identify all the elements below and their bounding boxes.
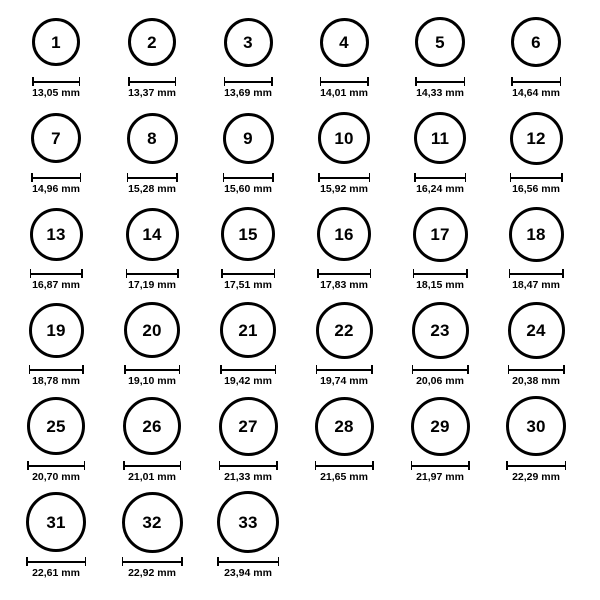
ring-circle-icon: [122, 492, 183, 553]
measure-bar-icon: [124, 365, 180, 374]
ring-diameter-label: 14,01 mm: [320, 87, 368, 99]
ring-diameter-label: 17,83 mm: [320, 279, 368, 291]
measure-bar-icon: [509, 269, 564, 278]
measure-bar-icon: [511, 77, 561, 86]
ring-circle-wrapper: [318, 106, 370, 170]
ring-circle-icon: [31, 113, 81, 163]
measure-bar-icon: [412, 365, 469, 374]
ring-size-cell[interactable]: [104, 10, 200, 99]
measure-bar-icon: [316, 365, 373, 374]
ring-size-cell[interactable]: [488, 298, 584, 387]
ring-size-number: 13: [46, 224, 66, 244]
ring-circle-wrapper: [126, 202, 179, 266]
ring-row: [8, 202, 592, 298]
measure-bar-icon: [128, 77, 176, 86]
ring-diameter-label: 22,29 mm: [512, 471, 560, 483]
ring-size-number: 18: [526, 224, 546, 244]
ring-circle-icon: [217, 491, 279, 553]
ring-diameter-label: 18,15 mm: [416, 279, 464, 291]
ring-diameter-label: 19,74 mm: [320, 375, 368, 387]
ring-size-cell[interactable]: [8, 490, 104, 579]
ring-circle-wrapper: [217, 490, 279, 554]
ring-diameter-label: 21,97 mm: [416, 471, 464, 483]
measure-bar-icon: [127, 173, 178, 182]
ring-size-number: 29: [430, 416, 450, 436]
ring-size-cell[interactable]: [392, 106, 488, 195]
measure-bar-icon: [224, 77, 273, 86]
ring-size-cell[interactable]: [104, 202, 200, 291]
ring-circle-icon: [411, 397, 470, 456]
ring-circle-icon: [221, 207, 275, 261]
ring-diameter-label: 19,42 mm: [224, 375, 272, 387]
ring-diameter-label: 21,01 mm: [128, 471, 176, 483]
ring-diameter-label: 16,56 mm: [512, 183, 560, 195]
ring-circle-wrapper: [29, 298, 84, 362]
ring-diameter-label: 16,24 mm: [416, 183, 464, 195]
ring-circle-icon: [315, 397, 374, 456]
measure-bar-icon: [126, 269, 179, 278]
ring-diameter-label: 18,78 mm: [32, 375, 80, 387]
ring-size-cell[interactable]: [200, 10, 296, 99]
ring-row: [8, 490, 592, 586]
ring-circle-wrapper: [411, 394, 470, 458]
ring-size-number: 30: [526, 416, 546, 436]
ring-diameter-label: 14,33 mm: [416, 87, 464, 99]
ring-size-cell[interactable]: [392, 202, 488, 291]
ring-circle-icon: [511, 17, 561, 67]
ring-size-cell[interactable]: [8, 298, 104, 387]
ring-circle-icon: [128, 18, 176, 66]
ring-circle-wrapper: [220, 298, 276, 362]
ring-circle-icon: [413, 207, 468, 262]
ring-size-cell[interactable]: [8, 394, 104, 483]
ring-size-cell[interactable]: [488, 394, 584, 483]
ring-size-cell[interactable]: [8, 202, 104, 291]
ring-circle-icon: [219, 397, 278, 456]
ring-diameter-label: 15,28 mm: [128, 183, 176, 195]
ring-size-number: 21: [238, 320, 258, 340]
ring-size-number: 3: [243, 32, 253, 52]
measure-bar-icon: [414, 173, 466, 182]
ring-diameter-label: 22,61 mm: [32, 567, 80, 579]
ring-diameter-label: 23,94 mm: [224, 567, 272, 579]
ring-circle-wrapper: [414, 106, 466, 170]
ring-row: [8, 298, 592, 394]
ring-size-cell[interactable]: [488, 202, 584, 291]
ring-diameter-label: 17,51 mm: [224, 279, 272, 291]
ring-size-number: 25: [46, 416, 66, 436]
ring-circle-wrapper: [223, 106, 274, 170]
ring-size-number: 12: [526, 128, 546, 148]
ring-circle-icon: [317, 207, 371, 261]
ring-circle-icon: [510, 112, 563, 165]
ring-circle-wrapper: [127, 106, 178, 170]
measure-bar-icon: [220, 365, 276, 374]
ring-size-number: 24: [526, 320, 546, 340]
ring-circle-wrapper: [316, 298, 373, 362]
ring-circle-icon: [27, 397, 85, 455]
measure-bar-icon: [223, 173, 274, 182]
ring-size-number: 26: [142, 416, 162, 436]
ring-circle-icon: [509, 207, 564, 262]
ring-circle-wrapper: [122, 490, 183, 554]
ring-size-cell[interactable]: [200, 298, 296, 387]
measure-bar-icon: [29, 365, 84, 374]
measure-bar-icon: [506, 461, 566, 470]
ring-circle-icon: [32, 18, 80, 66]
ring-size-cell[interactable]: [104, 298, 200, 387]
ring-circle-wrapper: [510, 106, 563, 170]
ring-size-cell[interactable]: [104, 106, 200, 195]
ring-size-cell[interactable]: [296, 106, 392, 195]
ring-diameter-label: 18,47 mm: [512, 279, 560, 291]
measure-bar-icon: [26, 557, 86, 566]
measure-bar-icon: [317, 269, 371, 278]
ring-circle-icon: [415, 17, 465, 67]
ring-diameter-label: 22,92 mm: [128, 567, 176, 579]
ring-circle-wrapper: [320, 10, 369, 74]
measure-bar-icon: [508, 365, 565, 374]
ring-size-number: 22: [334, 320, 354, 340]
ring-size-cell[interactable]: [488, 10, 584, 99]
ring-diameter-label: 13,69 mm: [224, 87, 272, 99]
ring-circle-icon: [124, 302, 180, 358]
ring-circle-icon: [320, 18, 369, 67]
ring-size-cell[interactable]: [8, 106, 104, 195]
measure-bar-icon: [315, 461, 374, 470]
measure-bar-icon: [510, 173, 563, 182]
ring-circle-icon: [318, 112, 370, 164]
ring-size-number: 32: [142, 512, 162, 532]
ring-size-number: 2: [147, 32, 157, 52]
ring-diameter-label: 20,06 mm: [416, 375, 464, 387]
ring-size-number: 5: [435, 32, 445, 52]
measure-bar-icon: [318, 173, 370, 182]
ring-size-cell[interactable]: [200, 202, 296, 291]
measure-bar-icon: [31, 173, 81, 182]
ring-circle-wrapper: [412, 298, 469, 362]
ring-circle-icon: [316, 302, 373, 359]
ring-circle-icon: [220, 302, 276, 358]
ring-size-number: 14: [142, 224, 162, 244]
ring-circle-wrapper: [508, 298, 565, 362]
ring-circle-wrapper: [30, 202, 83, 266]
ring-size-number: 6: [531, 32, 541, 52]
ring-circle-icon: [126, 208, 179, 261]
ring-circle-wrapper: [221, 202, 275, 266]
ring-circle-icon: [29, 303, 84, 358]
ring-size-number: 1: [51, 32, 61, 52]
ring-diameter-label: 13,37 mm: [128, 87, 176, 99]
measure-bar-icon: [320, 77, 369, 86]
ring-diameter-label: 21,33 mm: [224, 471, 272, 483]
ring-size-number: 31: [46, 512, 66, 532]
measure-bar-icon: [30, 269, 83, 278]
ring-row: [8, 394, 592, 490]
ring-size-cell[interactable]: [200, 106, 296, 195]
ring-size-number: 19: [46, 320, 66, 340]
ring-size-cell[interactable]: [200, 490, 296, 579]
ring-circle-wrapper: [224, 10, 273, 74]
ring-size-number: 10: [334, 128, 354, 148]
ring-circle-wrapper: [315, 394, 374, 458]
ring-size-cell[interactable]: [392, 298, 488, 387]
measure-bar-icon: [32, 77, 80, 86]
ring-size-cell[interactable]: [392, 10, 488, 99]
ring-row: [8, 106, 592, 202]
ring-diameter-label: 13,05 mm: [32, 87, 80, 99]
ring-size-number: 15: [238, 224, 258, 244]
ring-circle-wrapper: [124, 298, 180, 362]
ring-diameter-label: 15,60 mm: [224, 183, 272, 195]
ring-size-cell[interactable]: [392, 394, 488, 483]
measure-bar-icon: [217, 557, 279, 566]
ring-size-number: 17: [430, 224, 450, 244]
measure-bar-icon: [413, 269, 468, 278]
ring-circle-wrapper: [415, 10, 465, 74]
measure-bar-icon: [123, 461, 181, 470]
ring-row: [8, 10, 592, 106]
ring-circle-icon: [412, 302, 469, 359]
ring-circle-icon: [26, 492, 86, 552]
measure-bar-icon: [122, 557, 183, 566]
ring-size-number: 28: [334, 416, 354, 436]
ring-size-cell[interactable]: [104, 490, 200, 579]
ring-size-cell[interactable]: [296, 298, 392, 387]
ring-diameter-label: 19,10 mm: [128, 375, 176, 387]
ring-circle-icon: [30, 208, 83, 261]
ring-circle-wrapper: [26, 490, 86, 554]
measure-bar-icon: [411, 461, 470, 470]
ring-diameter-label: 14,64 mm: [512, 87, 560, 99]
ring-circle-icon: [127, 113, 178, 164]
ring-circle-wrapper: [219, 394, 278, 458]
ring-size-number: 11: [430, 128, 450, 148]
ring-diameter-label: 21,65 mm: [320, 471, 368, 483]
ring-circle-icon: [223, 113, 274, 164]
ring-circle-wrapper: [32, 10, 80, 74]
ring-size-number: 9: [243, 128, 253, 148]
ring-size-number: 8: [147, 128, 157, 148]
ring-size-cell[interactable]: [296, 10, 392, 99]
ring-size-cell[interactable]: [488, 106, 584, 195]
ring-size-number: 4: [339, 32, 349, 52]
ring-circle-wrapper: [509, 202, 564, 266]
ring-diameter-label: 20,70 mm: [32, 471, 80, 483]
measure-bar-icon: [27, 461, 85, 470]
ring-diameter-label: 16,87 mm: [32, 279, 80, 291]
ring-circle-wrapper: [123, 394, 181, 458]
ring-circle-icon: [123, 397, 181, 455]
ring-circle-icon: [224, 18, 273, 67]
ring-size-number: 16: [334, 224, 354, 244]
ring-circle-icon: [508, 302, 565, 359]
measure-bar-icon: [415, 77, 465, 86]
ring-circle-wrapper: [317, 202, 371, 266]
ring-size-cell[interactable]: [296, 202, 392, 291]
ring-size-cell[interactable]: [200, 394, 296, 483]
ring-size-cell[interactable]: [296, 394, 392, 483]
ring-circle-wrapper: [511, 10, 561, 74]
ring-size-number: 23: [430, 320, 450, 340]
ring-circle-wrapper: [31, 106, 81, 170]
measure-bar-icon: [221, 269, 275, 278]
measure-bar-icon: [219, 461, 278, 470]
ring-circle-wrapper: [413, 202, 468, 266]
ring-diameter-label: 14,96 mm: [32, 183, 80, 195]
ring-size-number: 7: [51, 128, 61, 148]
ring-diameter-label: 20,38 mm: [512, 375, 560, 387]
ring-size-cell[interactable]: [104, 394, 200, 483]
ring-diameter-label: 15,92 mm: [320, 183, 368, 195]
ring-size-cell[interactable]: [8, 10, 104, 99]
ring-circle-icon: [414, 112, 466, 164]
ring-circle-wrapper: [506, 394, 566, 458]
ring-size-number: 20: [142, 320, 162, 340]
ring-size-number: 33: [238, 512, 258, 532]
ring-circle-icon: [506, 396, 566, 456]
ring-circle-wrapper: [128, 10, 176, 74]
ring-size-number: 27: [238, 416, 258, 436]
ring-circle-wrapper: [27, 394, 85, 458]
ring-diameter-label: 17,19 mm: [128, 279, 176, 291]
